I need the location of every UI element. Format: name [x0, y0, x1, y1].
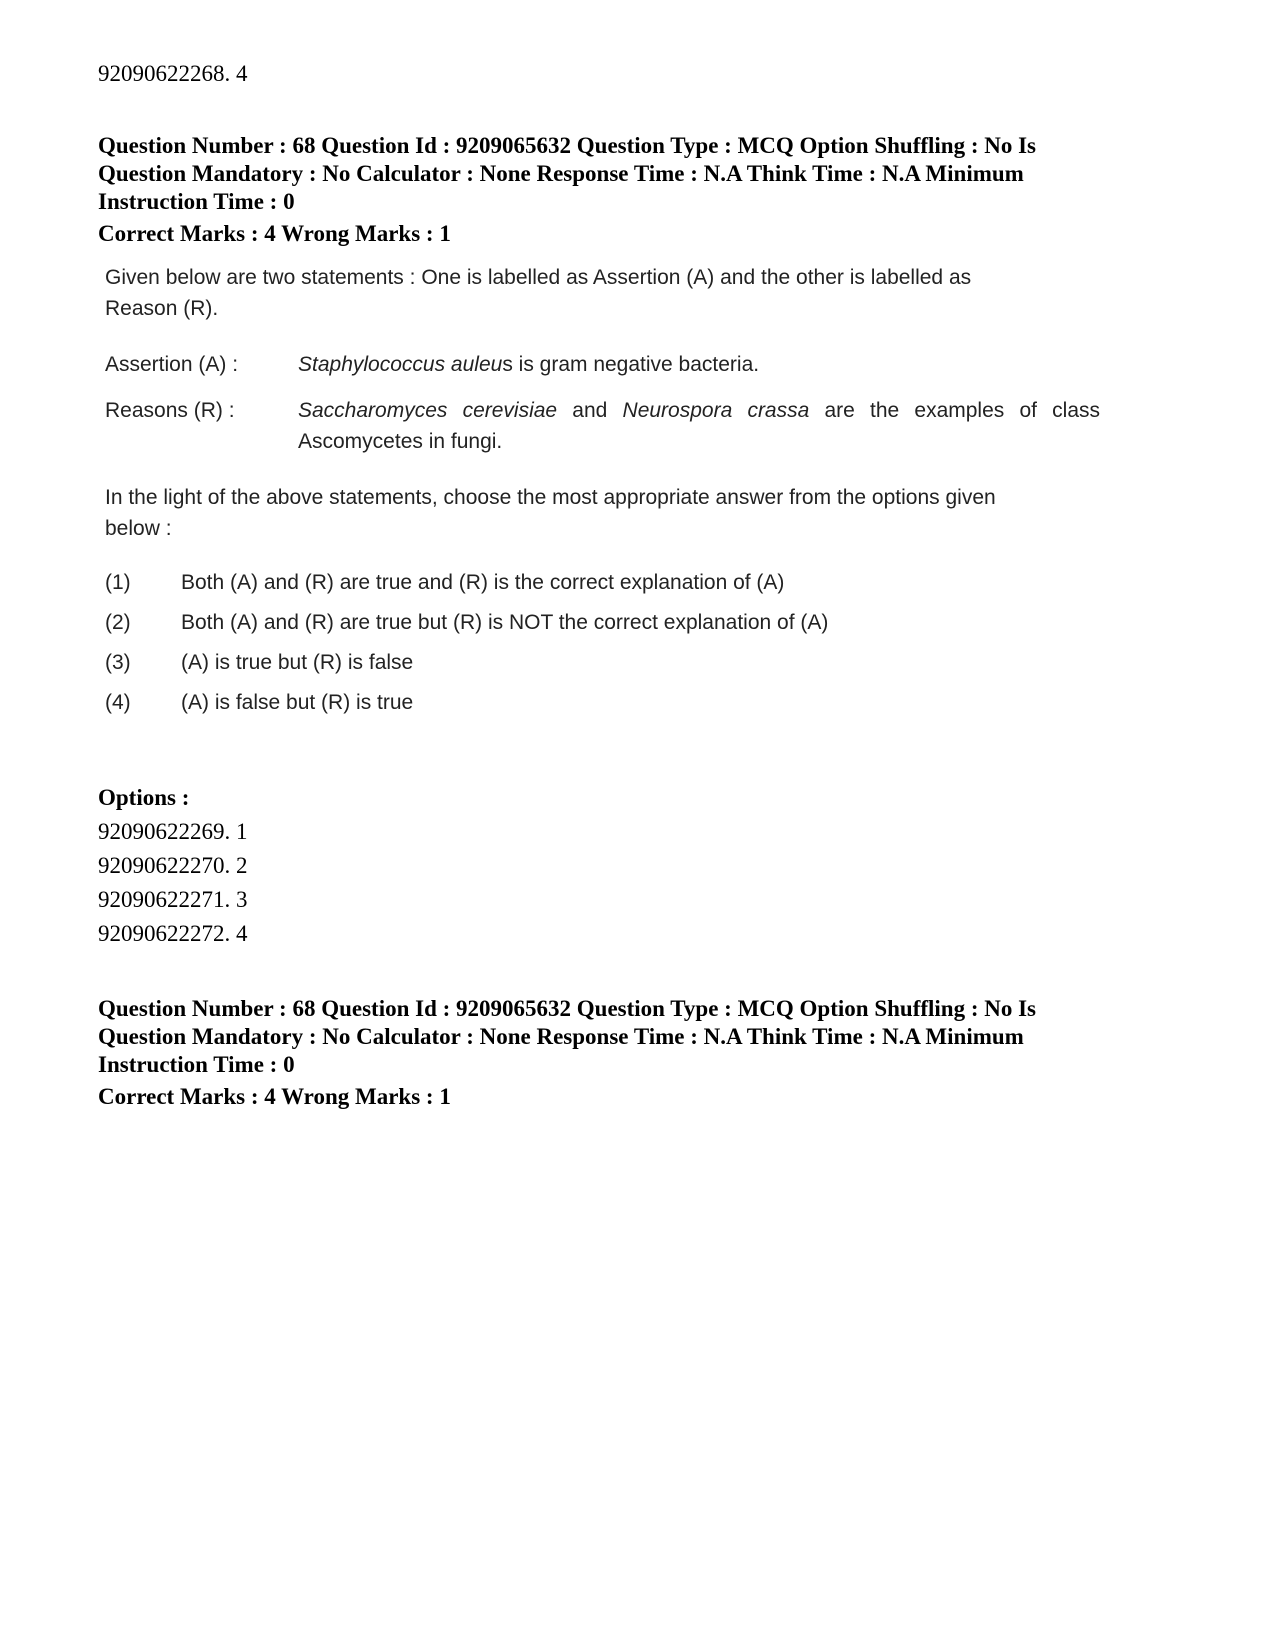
question-meta: [98, 132, 1138, 248]
reason-rest-1: are the examples of class: [809, 399, 1100, 422]
next-question-meta-line-3: Instruction Time : 0: [98, 1052, 295, 1077]
question-intro-line-2: Reason (R).: [105, 297, 219, 320]
question-meta-line-2: Question Mandatory : No Calculator : None Response Time : N.A Think Time : N.A Minimum: [98, 161, 1024, 186]
next-question-meta-line-1: Question Number : 68 Question Id : 9209065632 Question Type : MCQ Option Shuffling : No Is: [98, 996, 1037, 1021]
choice-1-num: (1): [105, 571, 131, 594]
question-meta-line-1: Question Number : 68 Question Id : 9209065632 Question Type : MCQ Option Shuffling : No Is: [98, 133, 1037, 158]
option-2: 92090622270. 2: [98, 853, 248, 878]
choice-2-text: Both (A) and (R) are true but (R) is NOT the correct explanation of (A): [181, 611, 829, 634]
assertion-label: Assertion (A) :: [105, 353, 239, 376]
next-question-meta-line-2: Question Mandatory : No Calculator : None Response Time : N.A Think Time : N.A Minimum: [98, 1024, 1024, 1049]
question-marks: Correct Marks : 4 Wrong Marks : 1: [98, 221, 451, 246]
reason-text: [298, 395, 1100, 457]
choice-2-num: (2): [105, 611, 131, 634]
question-prompt: [105, 482, 1100, 544]
option-4: 92090622272. 4: [98, 921, 248, 946]
choice-1-text: Both (A) and (R) are true and (R) is the correct explanation of (A): [181, 571, 785, 594]
reason-line-1: [298, 395, 1100, 426]
question-prompt-line-2: below :: [105, 517, 172, 540]
next-question-marks: Correct Marks : 4 Wrong Marks : 1: [98, 1084, 451, 1109]
reason-italic-1: Saccharomyces cerevisiae: [298, 399, 558, 422]
choice-3-text: (A) is true but (R) is false: [181, 651, 414, 674]
question-intro: [105, 262, 1100, 324]
next-question-meta: [98, 995, 1138, 1111]
options-header: Options :: [98, 785, 190, 810]
choice-4-num: (4): [105, 691, 131, 714]
option-3: 92090622271. 3: [98, 887, 248, 912]
reason-label: Reasons (R) :: [105, 399, 235, 422]
reason-line-2: Ascomycetes in fungi.: [298, 430, 503, 453]
question-meta-line-3: Instruction Time : 0: [98, 189, 295, 214]
assertion-italic: Staphylococcus auleu: [298, 353, 503, 376]
choice-3-num: (3): [105, 651, 131, 674]
question-intro-line-1: Given below are two statements : One is labelled as Assertion (A) and the other is labelled as: [105, 266, 972, 289]
question-prompt-line-1: In the light of the above statements, choose the most appropriate answer from the options given: [105, 486, 996, 509]
option-1: 92090622269. 1: [98, 819, 248, 844]
previous-option-line: 92090622268. 4: [98, 61, 248, 86]
reason-mid: and: [557, 399, 623, 422]
reason-italic-2: Neurospora crassa: [622, 399, 810, 422]
choice-4-text: (A) is false but (R) is true: [181, 691, 414, 714]
assertion-text: [298, 349, 1100, 380]
assertion-rest: s is gram negative bacteria.: [502, 353, 760, 376]
